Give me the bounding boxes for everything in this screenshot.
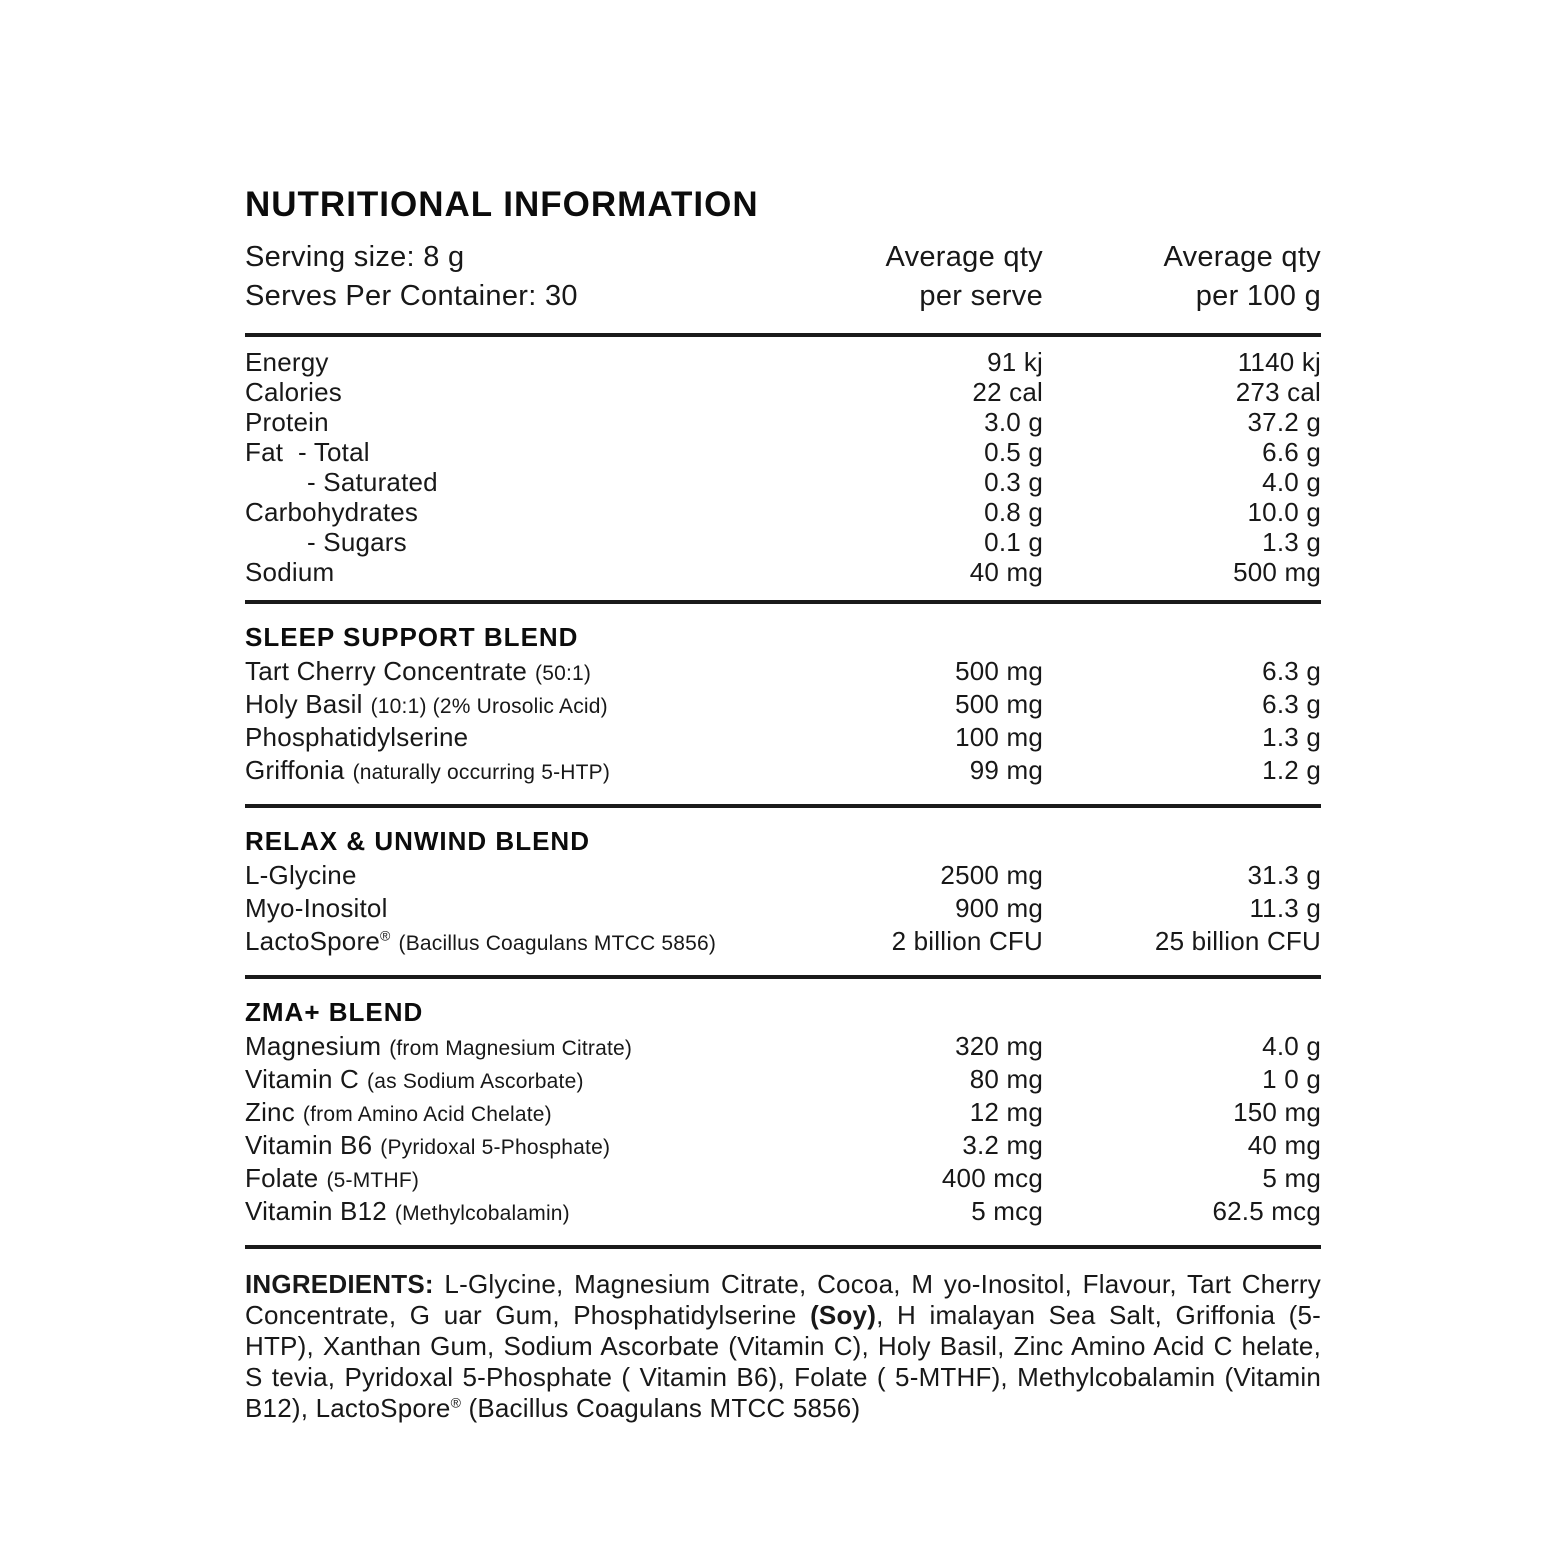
row-value-per-100g: 5 mg [1262, 1163, 1321, 1193]
row-note: (10:1) (2% Urosolic Acid) [370, 695, 608, 718]
row-label: Myo-Inositol [245, 893, 388, 923]
row-note: (Pyridoxal 5-Phosphate) [380, 1136, 611, 1159]
row-value-per-100g: 6.6 g [1262, 437, 1321, 467]
table-row [245, 656, 1321, 689]
page-title: NUTRITIONAL INFORMATION [245, 185, 759, 224]
table-row [245, 1097, 1321, 1130]
row-label: Carbohydrates [245, 497, 419, 527]
table-row [245, 926, 1321, 959]
row-label: LactoSpore [245, 926, 380, 956]
row-label: Phosphatidylserine [245, 722, 469, 752]
divider [245, 1245, 1321, 1249]
table-row [245, 755, 1321, 788]
divider [245, 975, 1321, 979]
row-value-per-serve: 80 mg [969, 1064, 1043, 1094]
table-row [245, 860, 1321, 893]
ingredients-paragraph [245, 1269, 1321, 1424]
ingredients-text: L-Glycine, Magnesium Citrate, Cocoa, M yo-Inositol, Flavour, Tart Cherry Concentrate, G uar Gum, Phosphatidylserine [245, 1269, 1321, 1330]
sleep-support-blend-section [245, 622, 1321, 804]
nutrition-rows [245, 337, 1321, 600]
table-row [245, 557, 1321, 587]
row-value-per-100g: 500 mg [1233, 557, 1321, 587]
table-row [245, 1196, 1321, 1229]
row-label: Zinc [245, 1097, 295, 1127]
row-label: Sodium [245, 557, 335, 587]
row-value-per-serve: 400 mcg [941, 1163, 1043, 1193]
row-note: (5-MTHF) [326, 1169, 420, 1192]
row-note: (Bacillus Coagulans MTCC 5856) [398, 932, 717, 955]
row-label: Vitamin B12 [245, 1196, 387, 1226]
table-row [245, 407, 1321, 437]
soy-allergen: (Soy) [810, 1300, 877, 1330]
row-value-per-100g: 1.3 g [1262, 527, 1321, 557]
table-row [245, 467, 1321, 497]
row-value-per-100g: 31.3 g [1247, 860, 1321, 890]
row-note: (Methylcobalamin) [394, 1202, 570, 1225]
table-row [245, 437, 1321, 467]
ingredients-text: , H imalayan Sea Salt, Griffonia (5-HTP), Xanthan Gum, Sodium Ascorbate (Vitamin C), Holy Basil, Zinc Amino Acid C helate, S tevia, Pyridoxal 5-Phosphate ( Vitamin B6), Folate ( 5-MTHF), Methylcobalamin (Vitamin B12), LactoSpore [245, 1300, 1321, 1423]
row-value-per-serve: 5 mcg [971, 1196, 1043, 1226]
table-row [245, 497, 1321, 527]
row-value-per-100g: 25 billion CFU [1154, 926, 1321, 956]
divider [245, 600, 1321, 604]
table-header [245, 238, 1321, 316]
serves-per-container: Serves Per Container: 30 [245, 280, 578, 312]
divider [245, 804, 1321, 808]
section-heading: ZMA+ BLEND [245, 997, 424, 1027]
table-row [245, 1163, 1321, 1196]
row-note: (from Amino Acid Chelate) [302, 1103, 552, 1126]
ingredients-label: INGREDIENTS: [245, 1269, 434, 1299]
row-value-per-100g: 273 cal [1235, 377, 1321, 407]
serving-info [245, 238, 828, 316]
registered-trademark-icon: ® [450, 1394, 462, 1411]
row-label: L-Glycine [245, 860, 357, 890]
section-heading: SLEEP SUPPORT BLEND [245, 622, 579, 652]
table-row [245, 377, 1321, 407]
row-value-per-serve: 0.3 g [984, 467, 1043, 497]
table-row [245, 1130, 1321, 1163]
table-row [245, 347, 1321, 377]
relax-unwind-blend-section [245, 826, 1321, 975]
row-value-per-100g: 40 mg [1247, 1130, 1321, 1160]
row-label: Tart Cherry Concentrate [245, 656, 528, 686]
row-value-per-100g: 4.0 g [1262, 467, 1321, 497]
table-row [245, 689, 1321, 722]
table-row [245, 1064, 1321, 1097]
row-value-per-100g: 150 mg [1233, 1097, 1321, 1127]
row-value-per-serve: 100 mg [955, 722, 1043, 752]
row-label: Holy Basil [245, 689, 363, 719]
section-heading: RELAX & UNWIND BLEND [245, 826, 590, 856]
row-value-per-100g: 62.5 mcg [1212, 1196, 1321, 1226]
row-note: (from Magnesium Citrate) [389, 1037, 633, 1060]
row-label: Vitamin B6 [245, 1130, 373, 1160]
row-value-per-serve: 3.0 g [984, 407, 1043, 437]
column-header-per-100g: Average qty per 100 g [1163, 241, 1321, 312]
row-label: Vitamin C [245, 1064, 360, 1094]
row-value-per-100g: 11.3 g [1249, 893, 1321, 923]
row-label: Calories [245, 377, 342, 407]
row-value-per-serve: 0.5 g [984, 437, 1043, 467]
row-value-per-100g: 6.3 g [1262, 689, 1321, 719]
row-value-per-serve: 500 mg [955, 656, 1043, 686]
column-header-per-serve: Average qty per serve [885, 241, 1043, 312]
row-value-per-serve: 2 billion CFU [891, 926, 1043, 956]
row-value-per-100g: 37.2 g [1247, 407, 1321, 437]
table-row [245, 893, 1321, 926]
row-note: (naturally occurring 5-HTP) [352, 761, 611, 784]
row-value-per-100g: 10.0 g [1247, 497, 1321, 527]
table-row [245, 722, 1321, 755]
row-note: (50:1) [535, 662, 592, 685]
table-row [245, 527, 1321, 557]
row-value-per-serve: 91 kj [987, 347, 1043, 377]
row-value-per-serve: 22 cal [972, 377, 1043, 407]
row-label: Energy [245, 347, 329, 377]
row-label: Folate [245, 1163, 319, 1193]
ingredients-text: (Bacillus Coagulans MTCC 5856) [461, 1393, 861, 1423]
row-value-per-serve: 40 mg [969, 557, 1043, 587]
row-value-per-100g: 1 0 g [1262, 1064, 1321, 1094]
registered-trademark-icon: ® [379, 927, 391, 944]
zma-blend-section [245, 997, 1321, 1245]
row-label: - Saturated [307, 467, 438, 497]
row-value-per-100g: 1.2 g [1262, 755, 1321, 785]
row-value-per-100g: 1.3 g [1262, 722, 1321, 752]
row-value-per-serve: 3.2 mg [962, 1130, 1043, 1160]
row-value-per-100g: 6.3 g [1262, 656, 1321, 686]
table-row [245, 1031, 1321, 1064]
row-value-per-serve: 0.8 g [984, 497, 1043, 527]
row-value-per-serve: 12 mg [969, 1097, 1043, 1127]
row-value-per-serve: 320 mg [955, 1031, 1043, 1061]
row-value-per-serve: 500 mg [955, 689, 1043, 719]
row-note: (as Sodium Ascorbate) [367, 1070, 584, 1093]
nutrition-panel [245, 186, 1321, 1424]
row-label: - Sugars [307, 527, 407, 557]
row-value-per-100g: 1140 kj [1237, 347, 1321, 377]
row-value-per-serve: 99 mg [969, 755, 1043, 785]
row-value-per-serve: 900 mg [955, 893, 1043, 923]
row-label: Protein [245, 407, 329, 437]
row-value-per-100g: 4.0 g [1262, 1031, 1321, 1061]
row-label: Magnesium [245, 1031, 382, 1061]
row-label: Fat - Total [245, 437, 370, 467]
serving-size: Serving size: 8 g [245, 241, 465, 273]
row-value-per-serve: 0.1 g [984, 527, 1043, 557]
row-value-per-serve: 2500 mg [940, 860, 1043, 890]
row-label: Griffonia [245, 755, 345, 785]
